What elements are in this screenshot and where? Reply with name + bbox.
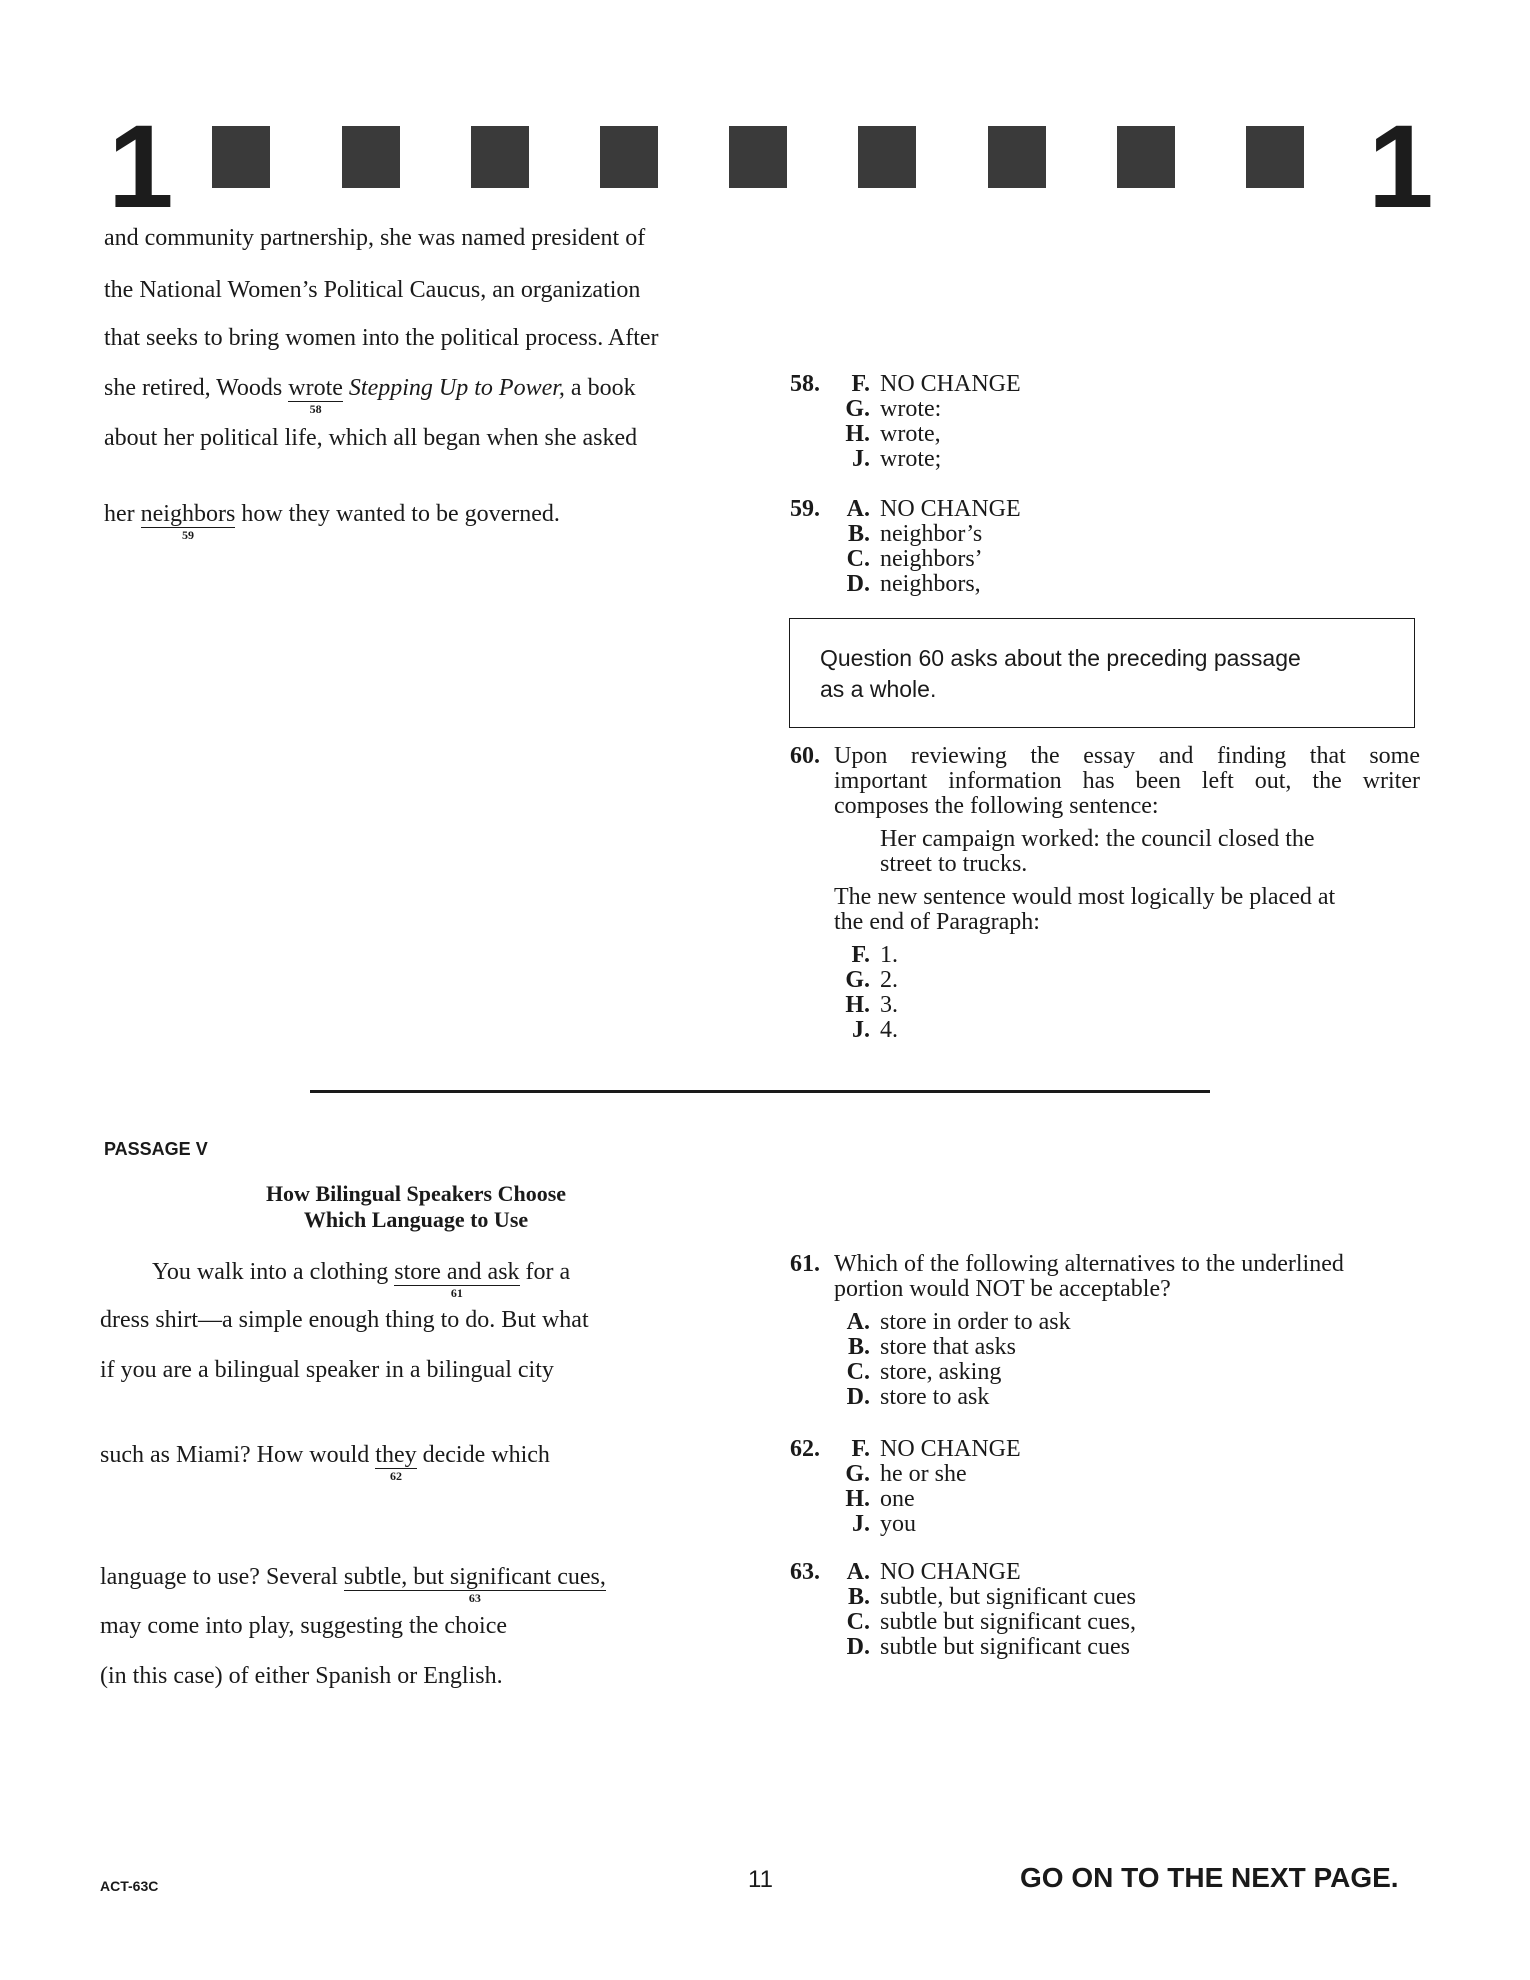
answer-options [834, 372, 1021, 472]
question-number: 63. [790, 1559, 820, 1585]
option-letter: G. [845, 967, 870, 993]
answer-option[interactable] [834, 1560, 1136, 1585]
option-text: you [880, 1511, 916, 1537]
page-number: 11 [748, 1866, 773, 1893]
passage-line [100, 1442, 550, 1484]
underlined-text: they [375, 1442, 417, 1468]
underlined-portion-61[interactable] [394, 1259, 520, 1301]
passage-text: she retired, Woods [104, 375, 289, 401]
answer-option[interactable] [834, 522, 1021, 547]
passage-line: if you are a bilingual speaker in a bilingual city [100, 1357, 554, 1383]
question-58 [790, 372, 1021, 472]
option-letter: J. [852, 446, 870, 472]
answer-option[interactable] [834, 497, 1021, 522]
answer-option[interactable] [834, 1437, 1021, 1462]
answer-option[interactable] [834, 1462, 1021, 1487]
header-block [858, 126, 916, 188]
option-text: NO CHANGE [880, 371, 1021, 397]
question-number-marker: 63 [468, 1591, 481, 1606]
passage-label: PASSAGE V [104, 1139, 208, 1159]
underlined-portion-63[interactable] [343, 1564, 606, 1606]
header-block [1246, 126, 1304, 188]
passage-line: about her political life, which all began when she asked [104, 425, 638, 451]
option-letter: A. [846, 496, 870, 522]
option-text: neighbors, [880, 571, 981, 597]
answer-option[interactable] [834, 1018, 1420, 1043]
question-stem: portion would NOT be acceptable? [834, 1276, 1171, 1302]
question-number-marker: 61 [450, 1286, 463, 1301]
passage-text: a book [564, 375, 636, 401]
passage-text: for a [519, 1259, 571, 1285]
answer-option[interactable] [834, 397, 1021, 422]
option-letter: F. [851, 1436, 870, 1462]
answer-options [790, 943, 1420, 1043]
passage-line: may come into play, suggesting the choice [100, 1613, 508, 1639]
answer-option[interactable] [834, 1385, 1420, 1410]
answer-option[interactable] [834, 943, 1420, 968]
option-text: store to ask [880, 1384, 990, 1410]
question-stem: Upon reviewing the essay and finding that some [834, 743, 1420, 769]
passage-title-line: Which Language to Use [303, 1207, 529, 1232]
option-text: NO CHANGE [880, 1559, 1021, 1585]
question-number-marker: 58 [309, 402, 322, 417]
option-text: neighbors’ [880, 546, 983, 572]
option-text: subtle, but significant cues [880, 1584, 1136, 1610]
underlined-text: subtle, but significant cues, [343, 1564, 606, 1590]
answer-option[interactable] [834, 447, 1021, 472]
answer-option[interactable] [834, 1635, 1136, 1660]
passage-line [104, 375, 636, 417]
option-letter: H. [845, 421, 870, 447]
passage-line: and community partnership, she was named president of [104, 225, 646, 251]
note-text: as a whole. [820, 676, 937, 702]
question-number: 58. [790, 371, 820, 397]
quoted-sentence: Her campaign worked: the council closed the [880, 826, 1315, 852]
option-text: he or she [880, 1461, 967, 1487]
question-stem: important information has been left out, the writer [834, 768, 1420, 794]
header-block [1117, 126, 1175, 188]
option-letter: G. [845, 396, 870, 422]
underlined-portion-58[interactable] [288, 375, 343, 417]
passage-line [152, 1259, 571, 1301]
option-letter: H. [845, 1486, 870, 1512]
passage-title [104, 1181, 728, 1233]
header-block [342, 126, 400, 188]
option-letter: A. [846, 1559, 870, 1585]
option-letter: B. [847, 521, 870, 547]
answer-options [834, 1437, 1021, 1537]
header-block [600, 126, 658, 188]
option-letter: B. [847, 1334, 870, 1360]
answer-option[interactable] [834, 1335, 1420, 1360]
question-59 [790, 497, 1021, 597]
option-text: subtle but significant cues [880, 1634, 1130, 1660]
option-letter: D. [846, 1384, 870, 1410]
question-60 [790, 744, 1420, 1043]
answer-option[interactable] [834, 968, 1420, 993]
option-text: store, asking [880, 1359, 1002, 1385]
question-number: 59. [790, 496, 820, 522]
option-letter: C. [846, 1359, 870, 1385]
option-letter: G. [845, 1461, 870, 1487]
option-text: 4. [880, 1017, 898, 1043]
answer-option[interactable] [834, 1487, 1021, 1512]
section-number-left: 1 [108, 101, 174, 233]
option-text: 1. [880, 942, 898, 968]
header-block [212, 126, 270, 188]
passage-line [104, 501, 560, 543]
option-letter: F. [851, 371, 870, 397]
go-on-notice: GO ON TO THE NEXT PAGE. [1020, 1862, 1399, 1893]
option-text: 3. [880, 992, 898, 1018]
question-stem: the end of Paragraph: [834, 909, 1040, 935]
passage-line [100, 1564, 606, 1606]
underlined-text: neighbors [140, 501, 236, 527]
option-letter: D. [846, 571, 870, 597]
question-63 [790, 1560, 1136, 1660]
question-stem: Which of the following alternatives to the underlined [834, 1251, 1344, 1277]
book-title: Stepping Up to Power, [348, 375, 565, 401]
passage-text: such as Miami? How would [100, 1442, 376, 1468]
option-text: one [880, 1486, 915, 1512]
note-text: Question 60 asks about the preceding passage [820, 645, 1301, 671]
option-text: store in order to ask [880, 1309, 1071, 1335]
option-text: wrote; [880, 446, 942, 472]
answer-option[interactable] [834, 422, 1021, 447]
answer-option[interactable] [834, 1360, 1420, 1385]
header-block [471, 126, 529, 188]
option-letter: A. [846, 1309, 870, 1335]
section-number-right: 1 [1368, 101, 1434, 233]
option-letter: F. [851, 942, 870, 968]
option-text: NO CHANGE [880, 496, 1021, 522]
question-number-marker: 62 [389, 1469, 402, 1484]
answer-option[interactable] [834, 993, 1420, 1018]
option-text: wrote, [880, 421, 941, 447]
option-text: neighbor’s [880, 521, 983, 547]
header-block [988, 126, 1046, 188]
option-letter: B. [847, 1584, 870, 1610]
answer-options [834, 497, 1021, 597]
question-number: 61. [790, 1251, 820, 1277]
option-letter: J. [852, 1511, 870, 1537]
section-divider [310, 1090, 1210, 1093]
question-60-note-box [789, 618, 1415, 728]
underlined-text: store and ask [394, 1259, 520, 1285]
answer-option[interactable] [834, 547, 1021, 572]
passage-text: You walk into a clothing [152, 1259, 395, 1285]
header-block [729, 126, 787, 188]
option-letter: H. [845, 992, 870, 1018]
passage-line: dress shirt—a simple enough thing to do. But what [100, 1307, 589, 1333]
option-letter: C. [846, 546, 870, 572]
option-letter: J. [852, 1017, 870, 1043]
passage-line: the National Women’s Political Caucus, an organization [104, 277, 641, 303]
option-text: NO CHANGE [880, 1436, 1021, 1462]
option-text: store that asks [880, 1334, 1016, 1360]
answer-option[interactable] [834, 1512, 1021, 1537]
question-stem: The new sentence would most logically be placed at [834, 884, 1336, 910]
answer-option[interactable] [834, 372, 1021, 397]
question-number: 62. [790, 1436, 820, 1462]
underlined-portion-59[interactable] [140, 501, 236, 543]
passage-text: her [104, 501, 141, 527]
answer-option[interactable] [834, 1310, 1420, 1335]
option-text: 2. [880, 967, 898, 993]
option-letter: C. [846, 1609, 870, 1635]
answer-options [834, 1310, 1420, 1410]
option-text: wrote: [880, 396, 942, 422]
question-number-marker: 59 [181, 528, 194, 543]
question-stem: composes the following sentence: [834, 793, 1159, 819]
underlined-text: wrote [288, 375, 343, 401]
quoted-sentence: street to trucks. [880, 851, 1028, 877]
question-61 [790, 1252, 1420, 1410]
answer-option[interactable] [834, 1610, 1136, 1635]
answer-options [834, 1560, 1136, 1660]
passage-line: (in this case) of either Spanish or English. [100, 1663, 503, 1689]
question-62 [790, 1437, 1021, 1537]
passage-line: that seeks to bring women into the political process. After [104, 325, 659, 351]
answer-option[interactable] [834, 1585, 1136, 1610]
form-code: ACT-63C [100, 1878, 159, 1894]
answer-option[interactable] [834, 572, 1021, 597]
option-text: subtle but significant cues, [880, 1609, 1136, 1635]
option-letter: D. [846, 1634, 870, 1660]
underlined-portion-62[interactable] [375, 1442, 417, 1484]
passage-text: language to use? Several [100, 1564, 344, 1590]
passage-title-line: How Bilingual Speakers Choose [265, 1181, 567, 1206]
question-number: 60. [790, 743, 820, 769]
passage-text: decide which [416, 1442, 550, 1468]
passage-text: how they wanted to be governed. [235, 501, 560, 527]
